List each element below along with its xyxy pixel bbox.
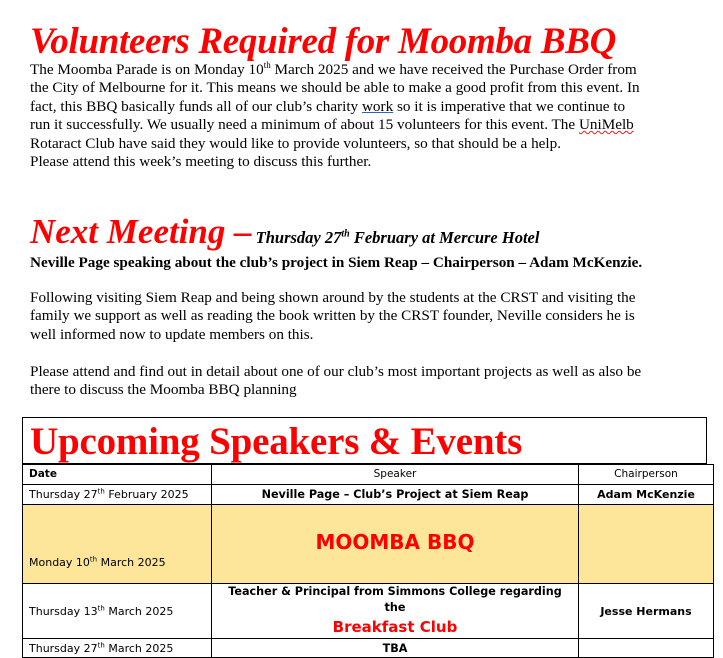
next-meeting-heading: [30, 212, 539, 259]
header-chair: Chairperson: [579, 465, 714, 485]
events-title: Upcoming Speakers & Events: [30, 420, 523, 463]
table-row: [23, 505, 714, 584]
meeting-paragraph-1: [30, 289, 636, 344]
date-cell: Thursday 13th March 2025: [23, 584, 212, 639]
speaker-cell: TBA: [212, 639, 579, 658]
text-line: run it successfully. We usually need a minimum of about 15 volunteers for this event. The UniMelb: [30, 116, 634, 134]
date-cell: Thursday 27th February 2025: [23, 485, 212, 505]
next-meeting-detail: Thursday 27th February at Mercure Hotel: [255, 228, 540, 247]
speaker-line: Neville Page speaking about the club’s project in Siem Reap – Chairperson – Adam McKenzie.: [30, 254, 643, 271]
date-cell: Thursday 27th March 2025: [23, 639, 212, 658]
spelling-flag-word[interactable]: UniMelb: [578, 116, 634, 134]
events-table: [22, 464, 714, 658]
text-line: fact, this BBQ basically funds all of our club’s charity work so it is imperative that we continue to: [30, 97, 626, 115]
text-line: The Moomba Parade is on Monday 10th March 2025 and we have received the Purchase Order from: [30, 59, 637, 78]
table-header-row: [23, 465, 714, 485]
text-line: well informed now to update members on this.: [30, 325, 314, 343]
header-date: Date: [23, 465, 212, 485]
chair-cell: Adam McKenzie: [579, 485, 714, 505]
text-line: there to discuss the Moomba BBQ planning: [30, 381, 297, 399]
header-speaker: Speaker: [212, 465, 579, 485]
events-title-box: [22, 417, 707, 464]
text-line: Following visiting Siem Reap and being shown around by the students at the CRST and visiting the: [30, 289, 636, 306]
text-line: family we support as well as reading the book written by the CRST founder, Neville considers he is: [30, 307, 635, 325]
chair-cell: Jesse Hermans: [579, 584, 714, 639]
moomba-event: MOOMBA BBQ: [315, 530, 475, 554]
volunteers-paragraph: [30, 61, 640, 171]
text-line: Please attend this week’s meeting to discuss this further.: [30, 153, 372, 171]
volunteers-heading: Volunteers Required for Moomba BBQ: [30, 21, 616, 62]
date-cell: Monday 10th March 2025: [23, 505, 212, 584]
chair-cell: [579, 639, 714, 658]
speaker-cell: [212, 505, 579, 584]
grammar-flag-word[interactable]: work: [361, 97, 394, 115]
table-row: [23, 639, 714, 658]
speaker-cell: Teacher & Principal from Simmons College regarding the Breakfast Club: [212, 584, 579, 639]
breakfast-club: Breakfast Club: [332, 618, 458, 636]
speaker-cell: Neville Page – Club’s Project at Siem Reap: [212, 485, 579, 505]
chair-cell: [579, 505, 714, 584]
text-line: Rotaract Club have said they would like to provide volunteers, so that should be a help.: [30, 134, 562, 152]
table-row: [23, 485, 714, 505]
text-line: Please attend and find out in detail about one of our club’s most important projects as well as also be: [30, 363, 642, 380]
next-meeting-title: Next Meeting –: [30, 212, 252, 251]
meeting-paragraph-2: [30, 363, 641, 400]
table-row: [23, 584, 714, 639]
text-line: the City of Melbourne for it. This means we should be able to make a good profit from this event. In: [30, 79, 640, 97]
